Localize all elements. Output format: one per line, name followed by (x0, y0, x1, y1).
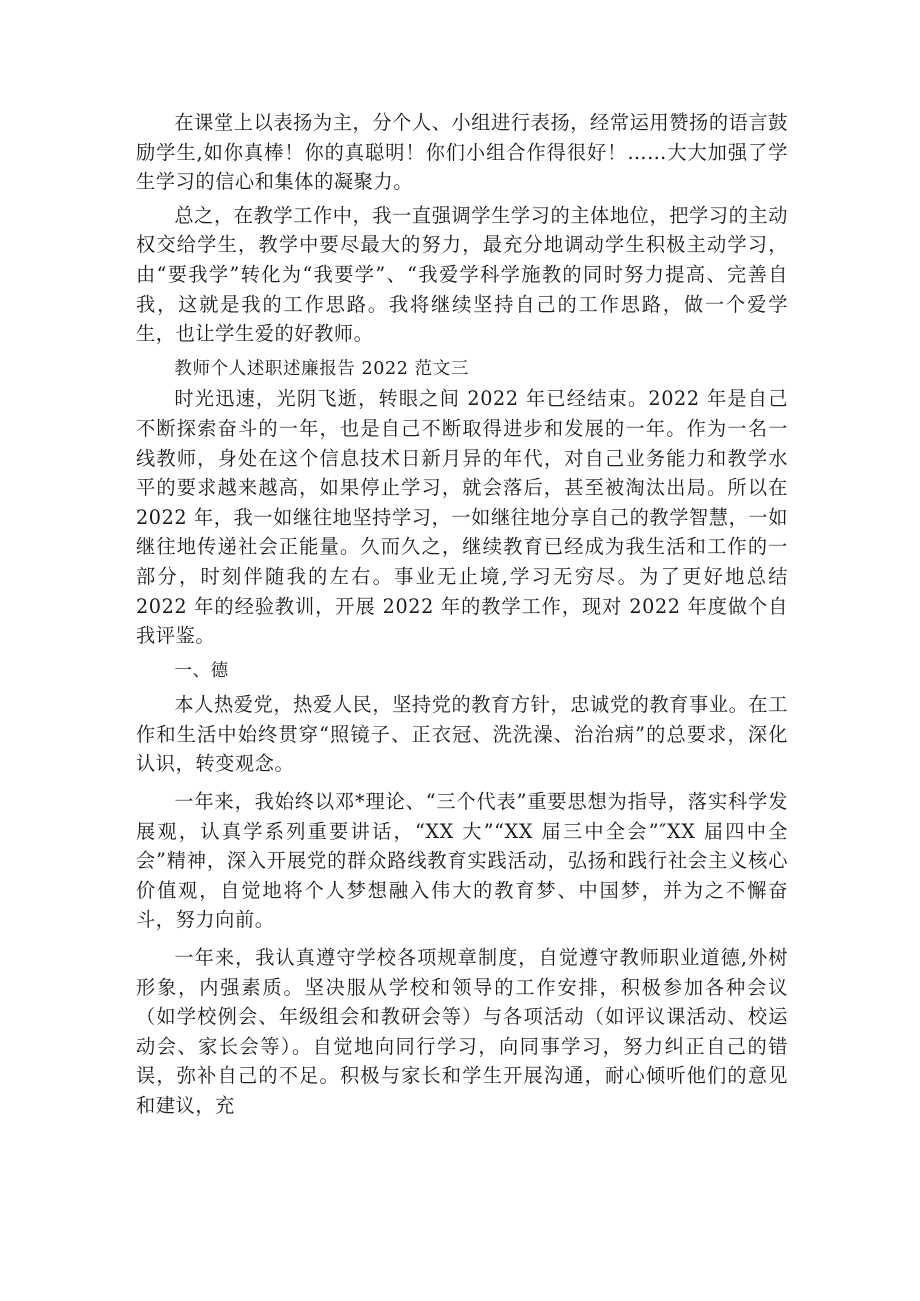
paragraph-rules-compliance: 一年来，我认真遵守学校各项规章制度，自觉遵守教师职业道德,外树形象，内强素质。坚决服从学校和领导的工作安排，积极参加各种会议（如学校例会、年级组会和教研会等）与各项活动（如评议课活动、校运动会、家长会等）。自觉地向同行学习，向同事学习，努力纠正自己的错误，弥补自己的不足。积极与家长和学生开展沟通，耐心倾听他们的意见和建议，充 (136, 946, 788, 1117)
paragraph-theory-guidance: 一年来，我始终以邓*理论、“三个代表”重要思想为指导，落实科学发展观，认真学系列重要讲话，“XX 大”“XX 届三中全会”″XX 届四中全会”精神，深入开展党的群众路线教育实践活动，弘扬和践行社会主义核心价值观，自觉地将个人梦想融入伟大的教育梦、中国梦，并为之不懈奋斗，努力向前。 (136, 790, 788, 932)
document-page (136, 108, 788, 1121)
paragraph-year-review: 时光迅速，光阴飞逝，转眼之间 2022 年已经结束。2022 年是自己不断探索奋斗的一年，也是自己不断取得进步和发展的一年。作为一名一线教师，身处在这个信息技术日新月异的年代，对自己业务能力和教学水平的要求越来越高，如果停止学习，就会落后，甚至被淘汰出局。所以在 2022 年，我一如继往地坚持学习，一如继往地分享自己的教学智慧，一如继往地传递社会正能量。久而久之，继续教育已经成为我生活和工作的一部分，时刻伴随我的左右。事业无止境,学习无穷尽。为了更好地总结 2022 年的经验教训，开展 2022 年的教学工作，现对 2022 年度做个自我评鉴。 (136, 387, 788, 648)
paragraph-love-party: 本人热爱党，热爱人民，坚持党的教育方针，忠诚党的教育事业。在工作和生活中始终贯穿“照镜子、正衣冠、洗洗澡、治治病”的总要求，深化认识，转变观念。 (136, 693, 788, 776)
paragraph-praise: 在课堂上以表扬为主，分个人、小组进行表扬，经常运用赞扬的语言鼓励学生,如你真棒！你的真聪明！你们小组合作得很好！……大大加强了学生学习的信心和集体的凝聚力。 (136, 111, 788, 194)
section-heading-virtue: 一、德 (174, 660, 229, 681)
paragraph-summary: 总之，在教学工作中，我一直强调学生学习的主体地位，把学习的主动权交给学生，教学中要尽最大的努力，最充分地调动学生积极主动学习，由“要我学”转化为“我要学”、“我爱学科学施教的同时努力提高、完善自我，这就是我的工作思路。我将继续坚持自己的工作思路，做一个爱学生，也让学生爱的好教师。 (136, 203, 788, 346)
section-title: 教师个人述职述廉报告 2022 范文三 (174, 358, 469, 379)
